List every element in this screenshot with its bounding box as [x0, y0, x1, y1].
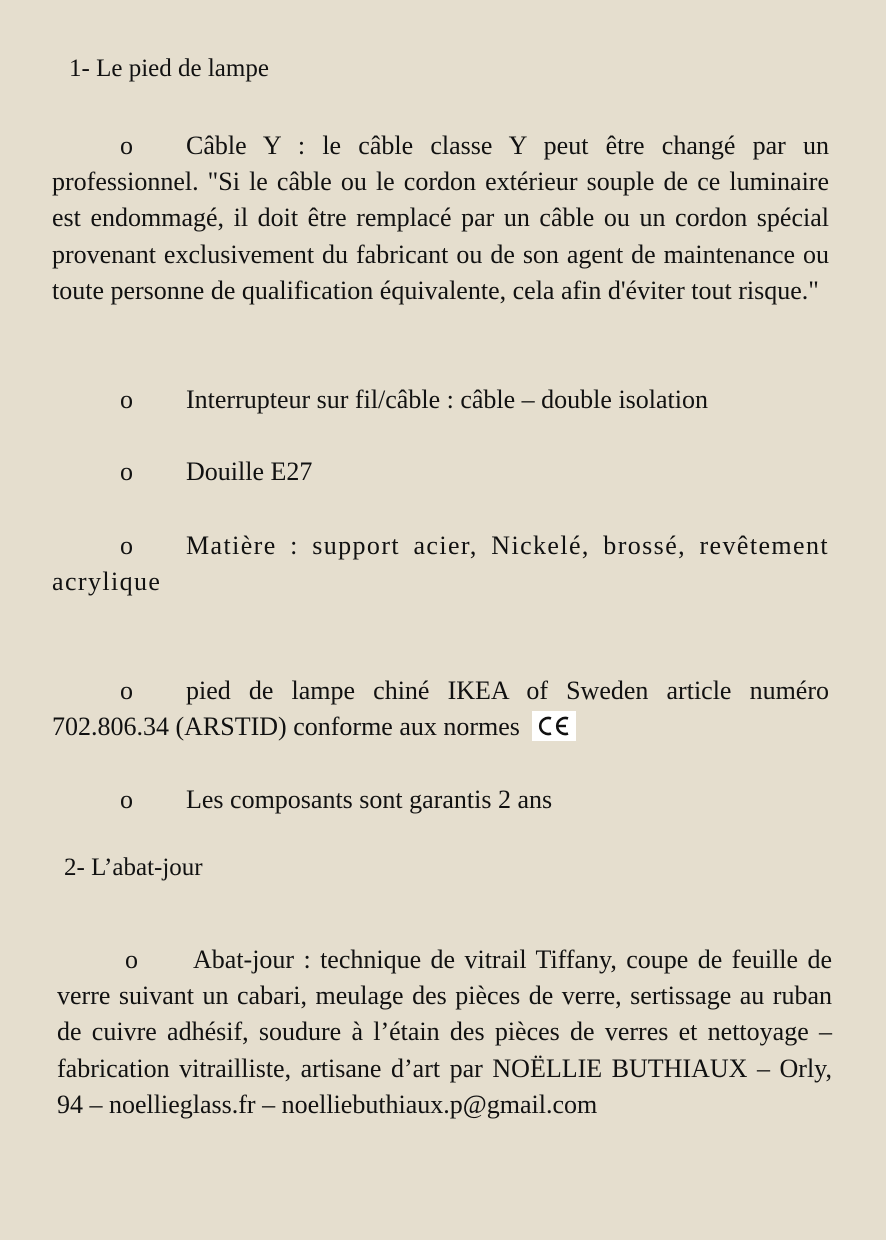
ce-marking-icon [532, 711, 576, 741]
bullet-marker: o [120, 131, 133, 160]
item-text: pied de lampe chiné IKEA of Sweden article numéro 702.806.34 (ARSTID) conforme aux normes [52, 676, 829, 742]
bullet-marker: o [120, 531, 135, 560]
item-text: Câble Y : le câble classe Y peut être changé par un professionnel. "Si le câble ou le cordon extérieur souple de ce luminaire est endommagé, il doit être remplacé par un câble ou un cordon spécial provenant exclusivement du fabricant ou de son agent de maintenance ou toute personne de qualification équivalente, cela afin d'éviter tout risque." [52, 131, 829, 305]
item-text: Les composants sont garantis 2 ans [186, 785, 553, 814]
item-cable-y [52, 128, 829, 309]
item-switch [52, 382, 829, 418]
item-socket [52, 454, 829, 490]
bullet-marker: o [120, 785, 133, 814]
item-warranty [52, 782, 829, 818]
bullet-marker: o [120, 457, 133, 486]
item-ikea-base [52, 673, 829, 745]
bullet-marker: o [120, 676, 133, 705]
item-text: Matière : support acier, Nickelé, brossé, revêtement acrylique [52, 531, 829, 597]
bullet-marker: o [125, 945, 138, 974]
section-heading-lamp-base: 1- Le pied de lampe [69, 55, 269, 82]
bullet-marker: o [120, 385, 133, 414]
item-text: Interrupteur sur fil/câble : câble – double isolation [186, 385, 708, 414]
item-lampshade [57, 942, 832, 1123]
item-text: Abat-jour : technique de vitrail Tiffany, coupe de feuille de verre suivant un cabari, meulage des pièces de verre, sertissage au ruban de cuivre adhésif, soudure à l’étain des pièces de verres et nettoyage – fabrication vitrailliste, artisane d’art par NOËLLIE BUTHIAUX – Orly, 94 – noellieglass.fr – noelliebuthiaux.p@gmail.com [57, 945, 832, 1119]
item-text: Douille E27 [186, 457, 313, 486]
item-material [52, 528, 829, 600]
section-heading-lampshade: 2- L’abat-jour [64, 854, 203, 881]
